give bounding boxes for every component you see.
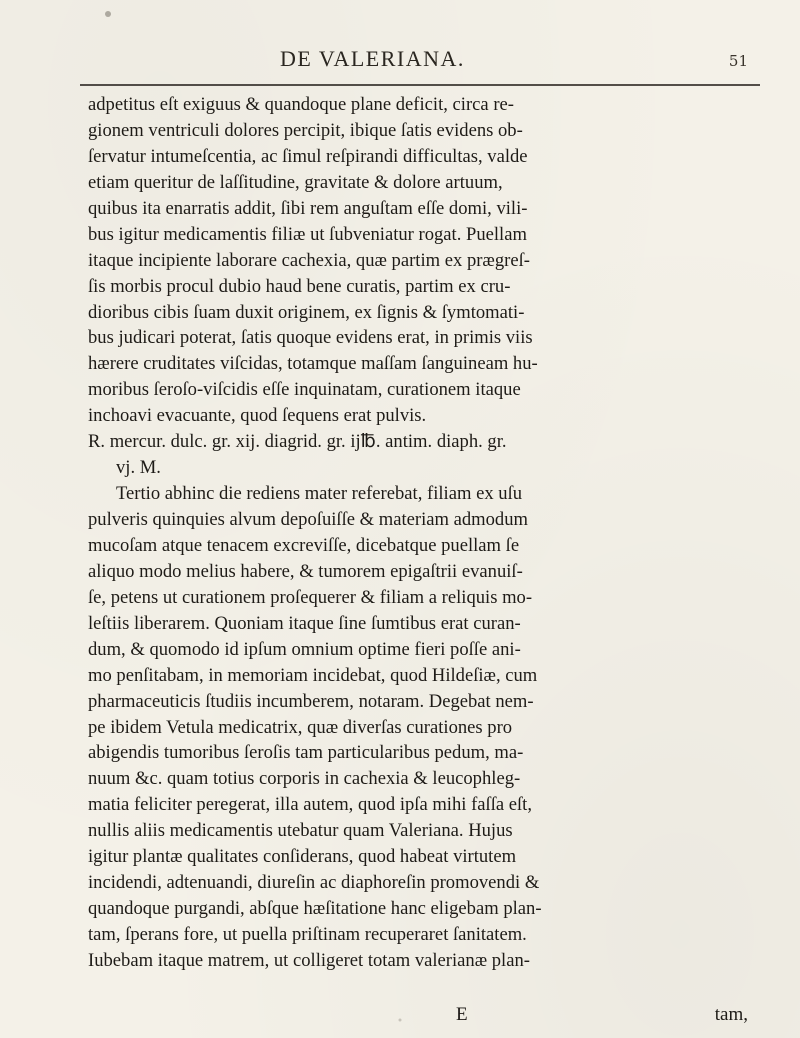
paragraph-start-line: Tertio abhinc die rediens mater referebat, filiam ex uſu bbox=[116, 483, 523, 505]
header-rule bbox=[80, 84, 760, 86]
page-header bbox=[0, 46, 800, 80]
text-line: quibus ita enarratis addit, ſibi rem anguſtam eſſe domi, vili- bbox=[88, 197, 528, 219]
text-line: inchoavi evacuante, quod ſequens erat pulvis. bbox=[88, 405, 427, 427]
text-line: matia feliciter peregerat, illa autem, quod ipſa mihi faſſa eſt, bbox=[88, 794, 532, 816]
body-text bbox=[88, 92, 768, 974]
text-line: igitur plantæ qualitates conſiderans, quod habeat virtutem bbox=[88, 846, 517, 868]
text-line: pulveris quinquies alvum depoſuiſſe & materiam admodum bbox=[88, 509, 528, 530]
page-footer bbox=[0, 1004, 800, 1030]
prescription-line: vj. M. bbox=[116, 457, 161, 479]
text-line: dioribus cibis ſuam duxit originem, ex ſignis & ſymtomati- bbox=[88, 301, 525, 323]
text-line: gionem ventriculi dolores percipit, ibique ſatis evidens ob- bbox=[88, 119, 523, 141]
text-line: leſtiis liberarem. Quoniam itaque ſine ſumtibus erat curan- bbox=[88, 612, 521, 634]
prescription-line: R. mercur. dulc. gr. xij. diagrid. gr. ij℔. antim. diaph. gr. bbox=[88, 431, 507, 453]
text-line: incidendi, adtenuandi, diureſin ac diaphoreſin promovendi & bbox=[88, 872, 540, 894]
text-line: mucoſam atque tenacem excreviſſe, dicebatque puellam ſe bbox=[88, 534, 520, 556]
text-line: nullis aliis medicamentis utebatur quam Valeriana. Hujus bbox=[88, 820, 513, 842]
text-line: ſis morbis procul dubio haud bene curatis, partim ex cru- bbox=[88, 275, 511, 297]
text-line: bus igitur medicamentis filiæ ut ſubveniatur rogat. Puellam bbox=[88, 223, 527, 245]
text-line: bus judicari poterat, ſatis quoque evidens erat, in primis viis bbox=[88, 327, 533, 349]
text-line: ſervatur intumeſcentia, ac ſimul reſpirandi difficultas, valde bbox=[88, 145, 528, 167]
text-line: moribus ſeroſo-viſcidis eſſe inquinatam, curationem itaque bbox=[88, 379, 521, 401]
text-line: nuum &c. quam totius corporis in cachexia & leucophleg- bbox=[88, 768, 521, 790]
text-line: mo penſitabam, in memoriam incidebat, quod Hildeſiæ, cum bbox=[88, 664, 538, 686]
text-line: quandoque purgandi, abſque hæſitatione hanc eligebam plan- bbox=[88, 898, 542, 920]
text-line: adpetitus eſt exiguus & quandoque plane deficit, circa re- bbox=[88, 94, 514, 115]
catchword: tam, bbox=[714, 1004, 748, 1025]
text-line: hærere cruditates viſcidas, totamque maſſam ſanguineam hu- bbox=[88, 353, 538, 375]
text-line: etiam queritur de laſſitudine, gravitate & dolore artuum, bbox=[88, 171, 503, 193]
signature-mark: E bbox=[456, 1004, 468, 1025]
text-line: pe ibidem Vetula medicatrix, quæ diverſas curationes pro bbox=[88, 716, 513, 738]
text-line: Iubebam itaque matrem, ut colligeret totam valerianæ plan- bbox=[88, 949, 530, 971]
text-line: abigendis tumoribus ſeroſis tam particularibus pedum, ma- bbox=[88, 742, 524, 764]
page-number: 51 bbox=[728, 52, 748, 70]
text-line: itaque incipiente laborare cachexia, quæ partim ex prægreſ- bbox=[88, 249, 530, 271]
text-line: ſe, petens ut curationem proſequerer & filiam a reliquis mo- bbox=[88, 586, 533, 608]
running-title: DE VALERIANA. bbox=[280, 46, 465, 71]
text-line: tam, ſperans fore, ut puella priſtinam recuperaret ſanitatem. bbox=[88, 924, 527, 945]
text-line: pharmaceuticis ſtudiis incumberem, notaram. Degebat nem- bbox=[88, 690, 534, 712]
text-line: aliquo modo melius habere, & tumorem epigaſtrii evanuiſ- bbox=[88, 560, 523, 582]
text-line: dum, & quomodo id ipſum omnium optime fieri poſſe ani- bbox=[88, 638, 521, 660]
